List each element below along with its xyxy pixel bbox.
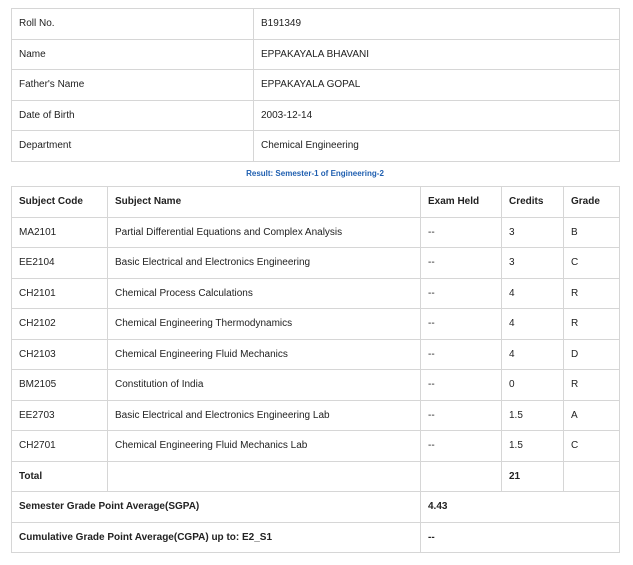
subject-name: Chemical Engineering Fluid Mechanics Lab — [108, 431, 421, 462]
subject-code: EE2703 — [12, 400, 108, 431]
header-grade: Grade — [564, 187, 620, 218]
subject-code: EE2104 — [12, 248, 108, 279]
student-info-table — [11, 8, 620, 162]
table-row — [12, 431, 620, 462]
father-name-value: EPPAKAYALA GOPAL — [254, 70, 620, 101]
credits: 4 — [502, 278, 564, 309]
total-label: Total — [12, 461, 108, 492]
subject-name: Constitution of India — [108, 370, 421, 401]
credits: 3 — [502, 217, 564, 248]
table-row — [12, 248, 620, 279]
table-row — [12, 400, 620, 431]
grade: C — [564, 248, 620, 279]
father-name-label: Father's Name — [12, 70, 254, 101]
subject-name: Partial Differential Equations and Complex Analysis — [108, 217, 421, 248]
table-row — [12, 339, 620, 370]
grade: D — [564, 339, 620, 370]
total-credits: 21 — [502, 461, 564, 492]
dob-value: 2003-12-14 — [254, 100, 620, 131]
credits: 4 — [502, 339, 564, 370]
info-row-dob — [12, 100, 620, 131]
credits: 3 — [502, 248, 564, 279]
exam-held: -- — [421, 370, 502, 401]
cgpa-label: Cumulative Grade Point Average(CGPA) up to: E2_S1 — [12, 522, 421, 553]
grade: B — [564, 217, 620, 248]
subject-name: Chemical Process Calculations — [108, 278, 421, 309]
table-row — [12, 370, 620, 401]
dob-label: Date of Birth — [12, 100, 254, 131]
department-value: Chemical Engineering — [254, 131, 620, 162]
roll-no-label: Roll No. — [12, 9, 254, 40]
info-row-father-name — [12, 70, 620, 101]
subject-code: MA2101 — [12, 217, 108, 248]
header-subject-name: Subject Name — [108, 187, 421, 218]
total-empty-name — [108, 461, 421, 492]
credits: 4 — [502, 309, 564, 340]
header-credits: Credits — [502, 187, 564, 218]
grade: C — [564, 431, 620, 462]
credits: 0 — [502, 370, 564, 401]
department-label: Department — [12, 131, 254, 162]
grade: A — [564, 400, 620, 431]
info-row-roll-no — [12, 9, 620, 40]
subject-name: Basic Electrical and Electronics Engineering — [108, 248, 421, 279]
sgpa-row — [12, 492, 620, 523]
subject-code: CH2102 — [12, 309, 108, 340]
exam-held: -- — [421, 278, 502, 309]
grade: R — [564, 278, 620, 309]
exam-held: -- — [421, 309, 502, 340]
credits: 1.5 — [502, 431, 564, 462]
total-empty-grade — [564, 461, 620, 492]
result-caption: Result: Semester-1 of Engineering-2 — [246, 169, 384, 178]
table-row — [12, 309, 620, 340]
total-empty-exam — [421, 461, 502, 492]
exam-held: -- — [421, 339, 502, 370]
header-subject-code: Subject Code — [12, 187, 108, 218]
grade: R — [564, 309, 620, 340]
exam-held: -- — [421, 248, 502, 279]
subject-name: Chemical Engineering Thermodynamics — [108, 309, 421, 340]
subject-code: CH2101 — [12, 278, 108, 309]
sgpa-label: Semester Grade Point Average(SGPA) — [12, 492, 421, 523]
roll-no-value: B191349 — [254, 9, 620, 40]
subject-code: BM2105 — [12, 370, 108, 401]
exam-held: -- — [421, 431, 502, 462]
name-label: Name — [12, 39, 254, 70]
exam-held: -- — [421, 217, 502, 248]
table-row — [12, 217, 620, 248]
subject-name: Basic Electrical and Electronics Engineering Lab — [108, 400, 421, 431]
sgpa-value: 4.43 — [421, 492, 620, 523]
info-row-name — [12, 39, 620, 70]
marks-table — [11, 186, 620, 553]
subject-code: CH2701 — [12, 431, 108, 462]
marks-header-row — [12, 187, 620, 218]
subject-name: Chemical Engineering Fluid Mechanics — [108, 339, 421, 370]
table-row — [12, 278, 620, 309]
cgpa-row — [12, 522, 620, 553]
subject-code: CH2103 — [12, 339, 108, 370]
grade: R — [564, 370, 620, 401]
total-row — [12, 461, 620, 492]
info-row-department — [12, 131, 620, 162]
cgpa-value: -- — [421, 522, 620, 553]
credits: 1.5 — [502, 400, 564, 431]
exam-held: -- — [421, 400, 502, 431]
name-value: EPPAKAYALA BHAVANI — [254, 39, 620, 70]
header-exam-held: Exam Held — [421, 187, 502, 218]
